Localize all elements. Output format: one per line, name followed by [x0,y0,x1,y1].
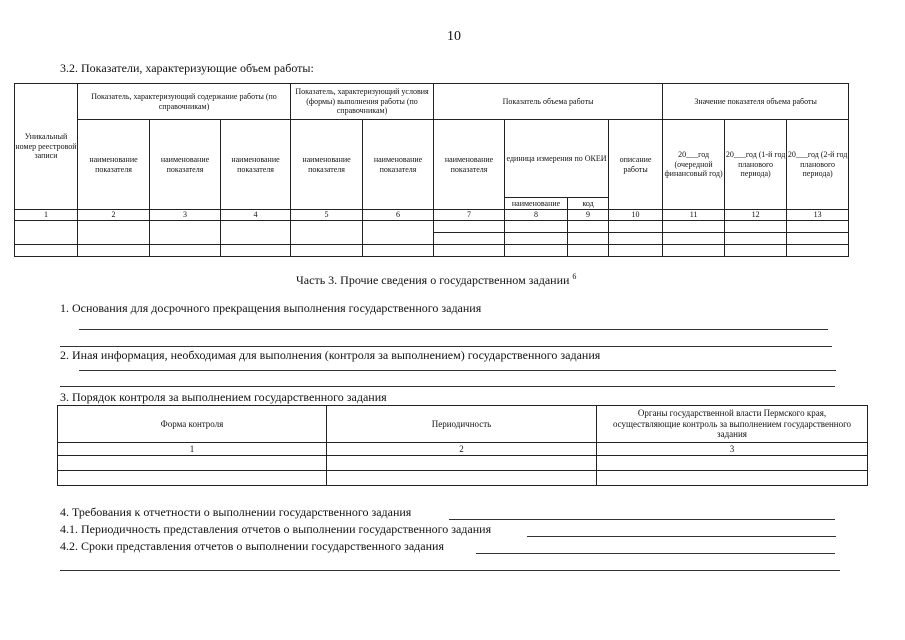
control-authorities-header: Органы государственной власти Пермского края, осуществляющие контроль за выполнением государственного задания [597,406,868,443]
column-number: 6 [363,210,434,221]
table-cell [58,456,327,471]
unique-record-header: Уникальный номер реестровой записи [15,84,78,210]
item-4-label: 4. Требования к отчетности о выполнении государственного задания [60,505,412,519]
table-cell [327,456,597,471]
volume-indicator-header: Показатель объема работы [434,84,663,120]
column-number: 1 [15,210,78,221]
item-1-label: 1. Основания для досрочного прекращения выполнения государственного задания [60,301,482,315]
work-description-header: описание работы [609,120,663,210]
table-cell [434,232,505,244]
column-number: 11 [663,210,725,221]
column-number: 7 [434,210,505,221]
year-plan1-header: 20___год (1-й год планового периода) [725,120,787,210]
fill-line [79,370,836,371]
year-plan2-header: 20___год (2-й год планового периода) [787,120,849,210]
work-volume-table [14,83,849,257]
content-indicator-header: Показатель, характеризующий содержание работы (по справочникам) [78,84,291,120]
table-cell [78,244,150,256]
unit-code-header: код [568,198,609,210]
year-current-header: 20___год (очередной финансовый год) [663,120,725,210]
table-cell [363,220,434,244]
fill-line [476,553,835,554]
table-cell [291,220,363,244]
table-cell [568,220,609,232]
table-cell [434,220,505,232]
table-cell [58,471,327,486]
fill-line [60,386,835,387]
table-cell [725,220,787,232]
table-cell [725,232,787,244]
unit-name-header: наименование [505,198,568,210]
column-number: 4 [221,210,291,221]
table-cell [787,232,849,244]
column-number: 8 [505,210,568,221]
indicator-name-header: наименование показателя [363,120,434,210]
table-cell [434,244,505,256]
table-cell [78,220,150,244]
table-cell [725,244,787,256]
table-cell [609,232,663,244]
table-cell [597,456,868,471]
section-title: 3.2. Показатели, характеризующие объем работы: [60,61,314,75]
table-cell [150,244,221,256]
indicator-name-header: наименование показателя [291,120,363,210]
control-table [57,405,868,486]
fill-line [60,346,832,347]
footnote-marker: 6 [572,272,577,281]
unit-okei-header: единица измерения по ОКЕИ [505,120,609,198]
item-2-label: 2. Иная информация, необходимая для выполнения (контроля за выполнением) государственного задания [60,348,601,362]
table-cell [663,220,725,232]
table-cell [663,244,725,256]
fill-line [527,536,836,537]
indicator-name-header: наименование показателя [221,120,291,210]
table-cell [150,220,221,244]
indicator-name-header: наименование показателя [78,120,150,210]
fill-line [79,329,828,330]
table-cell [363,244,434,256]
indicator-name-header: наименование показателя [150,120,221,210]
table-cell [291,244,363,256]
part3-title-text: Часть 3. Прочие сведения о государственном задании [296,273,570,287]
fill-line [449,519,835,520]
column-number: 10 [609,210,663,221]
page-number: 10 [447,29,461,44]
column-number: 13 [787,210,849,221]
table-cell [15,244,78,256]
column-number: 1 [58,443,327,456]
column-number: 5 [291,210,363,221]
table-cell [221,220,291,244]
table-cell [327,471,597,486]
conditions-indicator-header: Показатель, характеризующий условия (формы) выполнения работы (по справочникам) [291,84,434,120]
item-4-2-label: 4.2. Сроки представления отчетов о выполнении государственного задания [60,539,444,553]
table-cell [597,471,868,486]
table-cell [505,244,568,256]
table-cell [787,220,849,232]
column-number: 3 [597,443,868,456]
part3-title [296,272,576,288]
indicator-name-header: наименование показателя [434,120,505,210]
table-cell [505,220,568,232]
table-cell [787,244,849,256]
table-cell [505,232,568,244]
fill-line [60,570,840,571]
item-4-1-label: 4.1. Периодичность представления отчетов о выполнении государственного задания [60,522,492,536]
periodicity-header: Периодичность [327,406,597,443]
table-cell [609,244,663,256]
column-number: 3 [150,210,221,221]
column-number: 2 [327,443,597,456]
table-cell [15,220,78,244]
table-cell [663,232,725,244]
table-cell [221,244,291,256]
column-number: 2 [78,210,150,221]
table-cell [568,232,609,244]
item-3-label: 3. Порядок контроля за выполнением государственного задания [60,390,387,404]
table-cell [609,220,663,232]
column-number: 9 [568,210,609,221]
table-cell [568,244,609,256]
control-form-header: Форма контроля [58,406,327,443]
volume-value-header: Значение показателя объема работы [663,84,849,120]
column-number: 12 [725,210,787,221]
